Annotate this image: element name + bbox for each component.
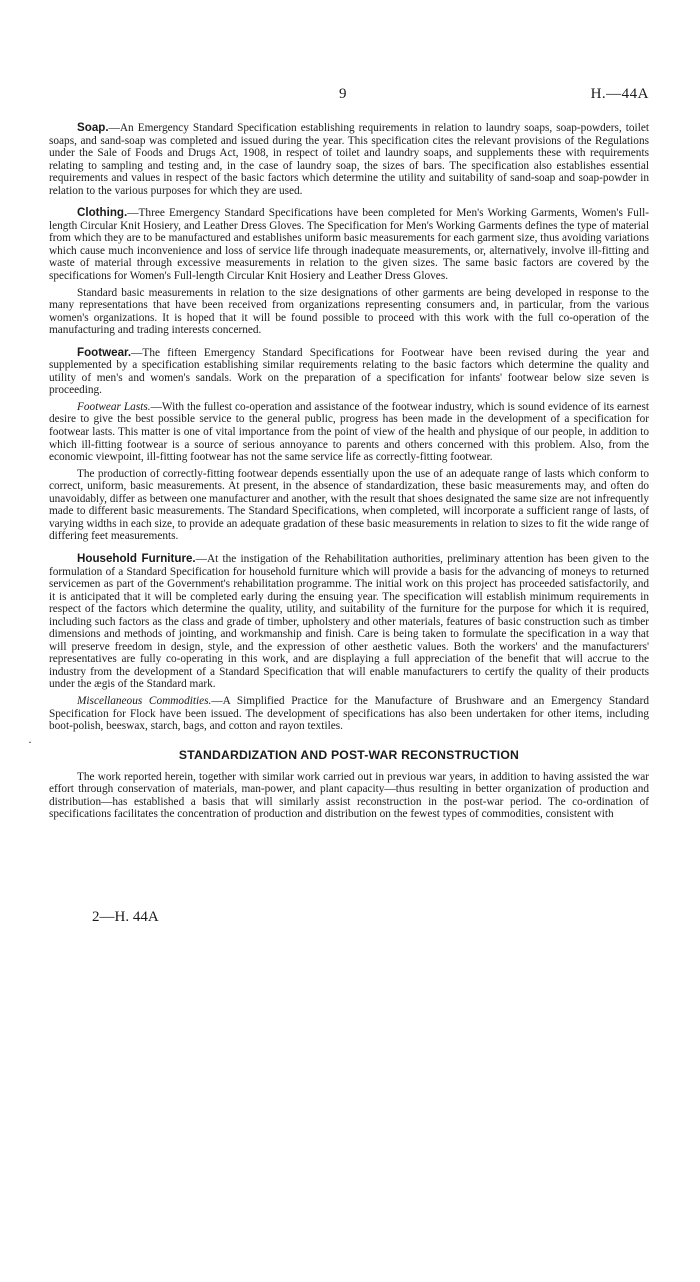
furniture-heading: Household Furniture.: [77, 551, 196, 565]
page-number: 9: [339, 86, 347, 102]
footwear-paragraph-3: The production of correctly-fitting footwear depends essentially upon the use of an adequate range of lasts which conform to correct, uniform, basic measurements. At present, in the absence of standardization, these basic measurements may, and often do unavoidably, differ as between one manufacturer and another, with the result that shoes designated the same size are not infrequently made to different basic measurements. The Standard Specifications, when completed, will incorporate a sufficient range of lasts, of varying widths in each size, to provide an adequate gradation of these basic measurements in relation to sizes to fit the wide range of differing feet measurements.: [49, 467, 649, 543]
soap-heading: Soap.: [77, 121, 109, 134]
footwear-paragraph: [49, 347, 649, 397]
soap-text: —An Emergency Standard Specification establishing requirements in relation to laundry soaps, soap-powders, toilet soaps, and sand-soap was completed and issued during the year. This specification cites the relevant provisions of the Regulations under the Sale of Foods and Drugs Act, 1908, in respect of toilet and laundry soaps, and supplements these with requirements relating to sampling and testing and, in the case of laundry soap, the sizes of bars. The specification also establishes essential requirements and values in respect of the basic factors which determine the utility and suitability of sand-soap and soap-powder in relation to the various purposes for which they are used.: [49, 122, 649, 197]
body-text: [49, 122, 649, 825]
footer-signature: 2—H. 44A: [92, 909, 159, 925]
misc-commodities-paragraph: [49, 695, 649, 733]
footwear-lasts-heading: Footwear Lasts.: [77, 400, 151, 413]
furniture-text: —At the instigation of the Rehabilitation authorities, preliminary attention has been given to the formulation of a Standard Specification for household furniture which will provide a basis for the advancing of moneys to returned servicemen as part of the Government's rehabilitation programme. The initial work on this project has proceeded satisfactorily, and it is anticipated that it will be completed early during the ensuing year. The specification will establish minimum requirements in respect of the factors which determine the quality, utility, and suitability of the furniture for the purpose for which it is required, including such factors as the class and grade of timber, upholstery and other materials, features of basic construction such as timber dimensions and methods of jointing, and workmanship and finish. Care is being taken to formulate the specification in a way that will preserve freedom in design, style, and the expression of other aesthetic values. Both the workers' and the manufacturers' representatives are fully co-operating in this work, and are displaying a full appreciation of the benefit that will accrue to the industry from the development of a Standard Specification that will enable manufacturers to certify the quality of their products under the ægis of the Standard mark.: [49, 552, 649, 691]
footwear-lasts-text: —With the fullest co-operation and assistance of the footwear industry, which is sound evidence of its earnest desire to give the best possible service to the general public, progress has been made in the development of a specification for footwear lasts. This matter is one of vital importance from the point of view of the health and physique of our people, in addition to which ill-fitting footwear is a source of serious annoyance to parents and others concerned with this problem. Also, from the economic viewpoint, ill-fitting footwear has not the same service life as correctly-fitting footwear.: [49, 400, 649, 464]
footwear-text: —The fifteen Emergency Standard Specifications for Footwear have been revised during the year and supplemented by a specification establishing similar requirements relating to the basic factors which determine the quality and utility of men's and women's sandals. Work on the preparation of a specification for infants' footwear below size seven is proceeding.: [49, 346, 649, 397]
reconstruction-paragraph: The work reported herein, together with similar work carried out in previous war years, in addition to having assisted the war effort through conservation of materials, man-power, and plant capacity—thus resulting in better organization of production and distribution—has established a basis that will similarly assist reconstruction in the post-war period. The co-ordination of specifications facilitates the concentration of production and distribution on the fewest types of commodities, consistent with: [49, 770, 649, 821]
clothing-paragraph-2: Standard basic measurements in relation to the size designations of other garments are being developed in response to the many representations that have been received from organizations representing consumers and, in particular, from the various women's organizations. It is hoped that it will be found possible to proceed with this work with the full co-operation of the manufacturing and trading interests concerned.: [49, 286, 649, 337]
soap-paragraph: [49, 122, 649, 197]
furniture-paragraph: [49, 553, 649, 691]
clothing-text: —Three Emergency Standard Specifications have been completed for Men's Working Garments, Women's Full-length Circular Knit Hosiery, and Leather Dress Gloves. The Specification for Men's Working Garments defines the type of material from which they are to be manufactured and establishes uniform basic measurements for each garment size, thus avoiding variations which cause much inconvenience and loss of service life through inadequate measurements, or, alternatively, involve ill-fitting and waste of material through excessive measurements in relation to the given sizes. The same basic factors are covered by the specifications for Women's Full-length Circular Knit Hosiery and Leather Dress Gloves.: [49, 207, 649, 283]
clothing-heading: Clothing.: [77, 206, 128, 220]
footwear-heading: Footwear.: [77, 345, 132, 359]
footwear-lasts-paragraph: [49, 401, 649, 464]
misc-commodities-text: —A Simplified Practice for the Manufacture of Brushware and an Emergency Standard Specification for Flock have been issued. The development of specifications has also been undertaken for other items, including boot-polish, beeswax, starch, bags, and cotton and rayon textiles.: [49, 694, 649, 733]
misc-commodities-heading: Miscellaneous Commodities.: [77, 694, 212, 707]
page-header: [0, 86, 700, 108]
document-reference: H.—44A: [590, 86, 649, 102]
clothing-paragraph: [49, 207, 649, 282]
section-title: STANDARDIZATION AND POST-WAR RECONSTRUCTION: [178, 747, 520, 762]
margin-mark: ·: [28, 735, 32, 749]
